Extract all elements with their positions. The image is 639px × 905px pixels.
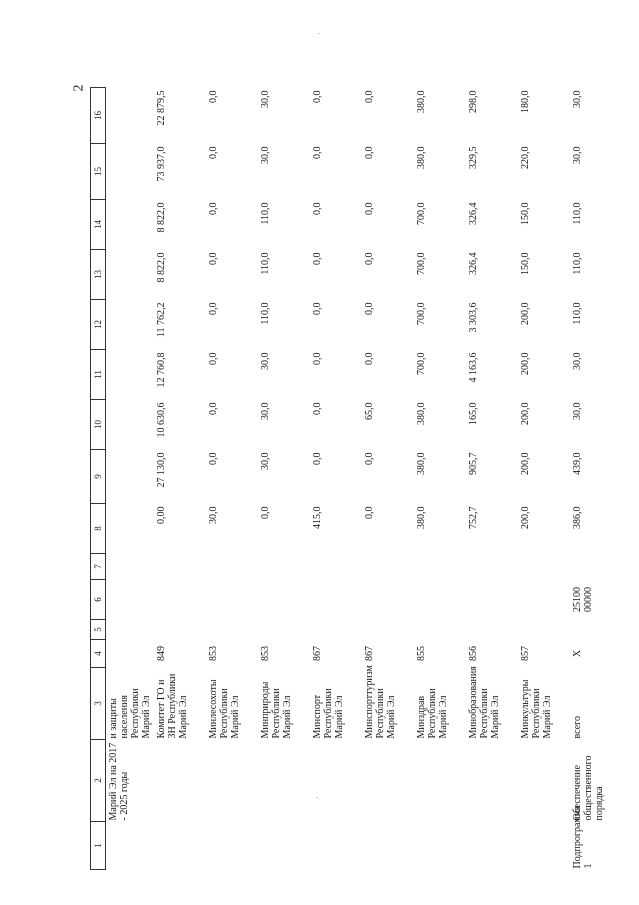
cell-col-4: 856 — [468, 646, 479, 661]
cell-col-5 — [206, 620, 258, 640]
column-header-4: 4 — [91, 640, 106, 668]
cell-col-14: 0,0 — [312, 202, 323, 215]
cell-col-9: 439,0 — [572, 452, 583, 475]
cell-col-16: 30,0 — [572, 90, 583, 108]
cell-col-1 — [310, 822, 362, 870]
cell-col-4: 855 — [416, 646, 427, 661]
cell-col-11: 0,0 — [208, 352, 219, 365]
cell-col-10: 30,0 — [572, 402, 583, 420]
cell-col-13: 0,0 — [312, 252, 323, 265]
cell-col-12: 110,0 — [260, 302, 271, 325]
cell-col-10: 30,0 — [260, 402, 271, 420]
cell-col-1 — [466, 822, 518, 870]
cell-col-5 — [570, 620, 622, 640]
cell-col-11: 4 163,6 — [468, 352, 479, 383]
column-header-12: 12 — [91, 300, 106, 350]
cell-col-13 — [106, 250, 155, 300]
cell-col-10: 165,0 — [468, 402, 479, 425]
cell-col-12: 0,0 — [208, 302, 219, 315]
cell-col-13: 700,0 — [416, 252, 427, 275]
cell-col-12 — [106, 300, 155, 350]
cell-col-10: 0,0 — [312, 402, 323, 415]
column-header-10: 10 — [91, 400, 106, 450]
cell-col-4: 853 — [260, 646, 271, 661]
cell-col-7 — [518, 554, 570, 580]
table-row — [106, 88, 155, 870]
cell-col-3: и защиты населения Республики Марий Эл — [108, 688, 152, 739]
cell-col-4: 853 — [208, 646, 219, 661]
cell-col-8: 0,0 — [364, 506, 375, 519]
cell-col-9: 30,0 — [260, 452, 271, 470]
cell-col-16: 30,0 — [260, 90, 271, 108]
table-row — [466, 88, 518, 870]
cell-col-8: 752,7 — [468, 506, 479, 529]
cell-col-5 — [154, 620, 206, 640]
table-row — [310, 88, 362, 870]
cell-col-14: 700,0 — [416, 202, 427, 225]
cell-col-3: Минспорттуризм Республики Марий Эл — [364, 665, 397, 739]
cell-col-14: 0,0 — [364, 202, 375, 215]
cell-col-7 — [258, 554, 310, 580]
cell-col-15 — [106, 144, 155, 200]
cell-col-10: 200,0 — [520, 402, 531, 425]
cell-col-16: 298,0 — [468, 90, 479, 113]
cell-col-16: 380,0 — [416, 90, 427, 113]
table-row — [570, 88, 622, 870]
scan-speck: . — [316, 790, 319, 800]
cell-col-3: Минспорт Республики Марий Эл — [312, 688, 345, 739]
cell-col-4: X — [572, 649, 583, 658]
column-header-14: 14 — [91, 200, 106, 250]
cell-col-3: Минлесохоты Республики Марий Эл — [208, 679, 241, 739]
cell-col-14: 8 822,0 — [156, 202, 167, 233]
cell-col-3: Минкультуры Республики Марий Эл — [520, 679, 553, 739]
cell-col-5 — [258, 620, 310, 640]
cell-col-6: 25100 00000 — [572, 587, 594, 612]
cell-col-15: 30,0 — [572, 146, 583, 164]
column-header-1: 1 — [91, 822, 106, 870]
cell-col-8: 30,0 — [208, 506, 219, 524]
cell-col-10: 10 630,6 — [156, 402, 167, 438]
cell-col-3: Минздрав Республики Марий Эл — [416, 688, 449, 739]
cell-col-1 — [518, 822, 570, 870]
column-header-11: 11 — [91, 350, 106, 400]
cell-col-9: 200,0 — [520, 452, 531, 475]
cell-col-15: 30,0 — [260, 146, 271, 164]
cell-col-7 — [154, 554, 206, 580]
cell-col-6 — [518, 580, 570, 620]
cell-col-4: 849 — [156, 646, 167, 661]
column-header-13: 13 — [91, 250, 106, 300]
cell-col-16: 22 879,5 — [156, 90, 167, 126]
column-header-15: 15 — [91, 144, 106, 200]
cell-col-1 — [206, 822, 258, 870]
cell-col-6 — [258, 580, 310, 620]
cell-col-4: 857 — [520, 646, 531, 661]
cell-col-9 — [106, 450, 155, 504]
scan-speck: . — [318, 26, 321, 36]
cell-col-15: 0,0 — [312, 146, 323, 159]
cell-col-11: 0,0 — [312, 352, 323, 365]
cell-col-4: 867 — [364, 646, 375, 661]
cell-col-15: 0,0 — [364, 146, 375, 159]
cell-col-11: 12 760,8 — [156, 352, 167, 388]
cell-col-3: Минобразования Республики Марий Эл — [468, 666, 501, 739]
budget-table — [90, 87, 622, 870]
cell-col-10: 65,0 — [364, 402, 375, 420]
cell-col-7 — [206, 554, 258, 580]
cell-col-5 — [362, 620, 414, 640]
cell-col-15: 380,0 — [416, 146, 427, 169]
cell-col-4 — [106, 640, 155, 668]
cell-col-11: 30,0 — [572, 352, 583, 370]
cell-col-12: 11 762,2 — [156, 302, 167, 338]
cell-col-5 — [310, 620, 362, 640]
cell-col-12: 0,0 — [364, 302, 375, 315]
cell-col-6 — [466, 580, 518, 620]
cell-col-12: 110,0 — [572, 302, 583, 325]
cell-col-16: 0,0 — [208, 90, 219, 103]
cell-col-1 — [106, 822, 155, 870]
cell-col-14: 0,0 — [208, 202, 219, 215]
cell-col-14: 326,4 — [468, 202, 479, 225]
cell-col-1 — [258, 822, 310, 870]
cell-col-2: Обеспечение общественного порядка — [572, 755, 605, 821]
cell-col-14 — [106, 200, 155, 250]
cell-col-10: 380,0 — [416, 402, 427, 425]
cell-col-11: 0,0 — [364, 352, 375, 365]
cell-col-10 — [106, 400, 155, 450]
cell-col-2 — [206, 740, 258, 822]
cell-col-5 — [518, 620, 570, 640]
table-body — [106, 88, 623, 870]
cell-col-7 — [362, 554, 414, 580]
cell-col-6 — [206, 580, 258, 620]
column-header-16: 16 — [91, 88, 106, 144]
cell-col-5 — [414, 620, 466, 640]
cell-col-12: 0,0 — [312, 302, 323, 315]
cell-col-4: 867 — [312, 646, 323, 661]
cell-col-16: 0,0 — [312, 90, 323, 103]
cell-col-14: 110,0 — [572, 202, 583, 225]
cell-col-1 — [414, 822, 466, 870]
column-number-row — [91, 88, 106, 870]
cell-col-9: 0,0 — [312, 452, 323, 465]
cell-col-8: 200,0 — [520, 506, 531, 529]
cell-col-15: 220,0 — [520, 146, 531, 169]
cell-col-16 — [106, 88, 155, 144]
cell-col-7 — [106, 554, 155, 580]
page-number: 2 — [71, 84, 87, 92]
cell-col-13: 0,0 — [208, 252, 219, 265]
cell-col-9: 905,7 — [468, 452, 479, 475]
cell-col-7 — [466, 554, 518, 580]
column-header-3: 3 — [91, 668, 106, 740]
cell-col-8: 380,0 — [416, 506, 427, 529]
cell-col-7 — [570, 554, 622, 580]
cell-col-6 — [106, 580, 155, 620]
cell-col-5 — [106, 620, 155, 640]
cell-col-13: 0,0 — [364, 252, 375, 265]
cell-col-2 — [154, 740, 206, 822]
column-header-9: 9 — [91, 450, 106, 504]
table-row — [258, 88, 310, 870]
cell-col-6 — [414, 580, 466, 620]
cell-col-7 — [310, 554, 362, 580]
cell-col-9: 380,0 — [416, 452, 427, 475]
cell-col-8: 0,0 — [260, 506, 271, 519]
cell-col-2 — [518, 740, 570, 822]
cell-col-13: 110,0 — [260, 252, 271, 275]
cell-col-10: 0,0 — [208, 402, 219, 415]
table-row — [154, 88, 206, 870]
cell-col-11: 30,0 — [260, 352, 271, 370]
cell-col-11 — [106, 350, 155, 400]
cell-col-1 — [362, 822, 414, 870]
cell-col-14: 110,0 — [260, 202, 271, 225]
cell-col-11: 200,0 — [520, 352, 531, 375]
cell-col-5 — [466, 620, 518, 640]
cell-col-9: 27 130,0 — [156, 452, 167, 488]
cell-col-15: 329,5 — [468, 146, 479, 169]
rotated-table-container — [90, 88, 605, 870]
table-row — [362, 88, 414, 870]
cell-col-6 — [310, 580, 362, 620]
cell-col-16: 180,0 — [520, 90, 531, 113]
cell-col-9: 0,0 — [208, 452, 219, 465]
cell-col-2 — [310, 740, 362, 822]
cell-col-3: Минприроды Республики Марий Эл — [260, 681, 293, 739]
cell-col-12: 3 303,6 — [468, 302, 479, 333]
cell-col-8: 386,0 — [572, 506, 583, 529]
cell-col-2 — [414, 740, 466, 822]
table-row — [414, 88, 466, 870]
cell-col-8: 415,0 — [312, 506, 323, 529]
cell-col-16: 0,0 — [364, 90, 375, 103]
cell-col-3: Комитет ГО и ЗН Республики Марий Эл — [156, 673, 189, 739]
column-header-2: 2 — [91, 740, 106, 822]
cell-col-9: 0,0 — [364, 452, 375, 465]
column-header-6: 6 — [91, 580, 106, 620]
cell-col-2 — [258, 740, 310, 822]
column-header-7: 7 — [91, 554, 106, 580]
cell-col-15: 73 937,0 — [156, 146, 167, 182]
cell-col-8 — [106, 504, 155, 554]
table-row — [518, 88, 570, 870]
cell-col-13: 150,0 — [520, 252, 531, 275]
cell-col-13: 8 822,0 — [156, 252, 167, 283]
cell-col-13: 110,0 — [572, 252, 583, 275]
cell-col-14: 150,0 — [520, 202, 531, 225]
cell-col-8: 0,00 — [156, 506, 167, 524]
cell-col-12: 700,0 — [416, 302, 427, 325]
column-header-8: 8 — [91, 504, 106, 554]
cell-col-3: всего — [572, 715, 583, 739]
cell-col-15: 0,0 — [208, 146, 219, 159]
cell-col-2: Марий Эл на 2017 - 2025 годы — [108, 742, 130, 821]
cell-col-6 — [154, 580, 206, 620]
cell-col-6 — [362, 580, 414, 620]
cell-col-12: 200,0 — [520, 302, 531, 325]
cell-col-1: Подпрограмма 1 — [572, 805, 594, 869]
cell-col-7 — [414, 554, 466, 580]
cell-col-13: 326,4 — [468, 252, 479, 275]
column-header-5: 5 — [91, 620, 106, 640]
table-row — [206, 88, 258, 870]
cell-col-1 — [154, 822, 206, 870]
cell-col-2 — [466, 740, 518, 822]
cell-col-11: 700,0 — [416, 352, 427, 375]
cell-col-2 — [362, 740, 414, 822]
